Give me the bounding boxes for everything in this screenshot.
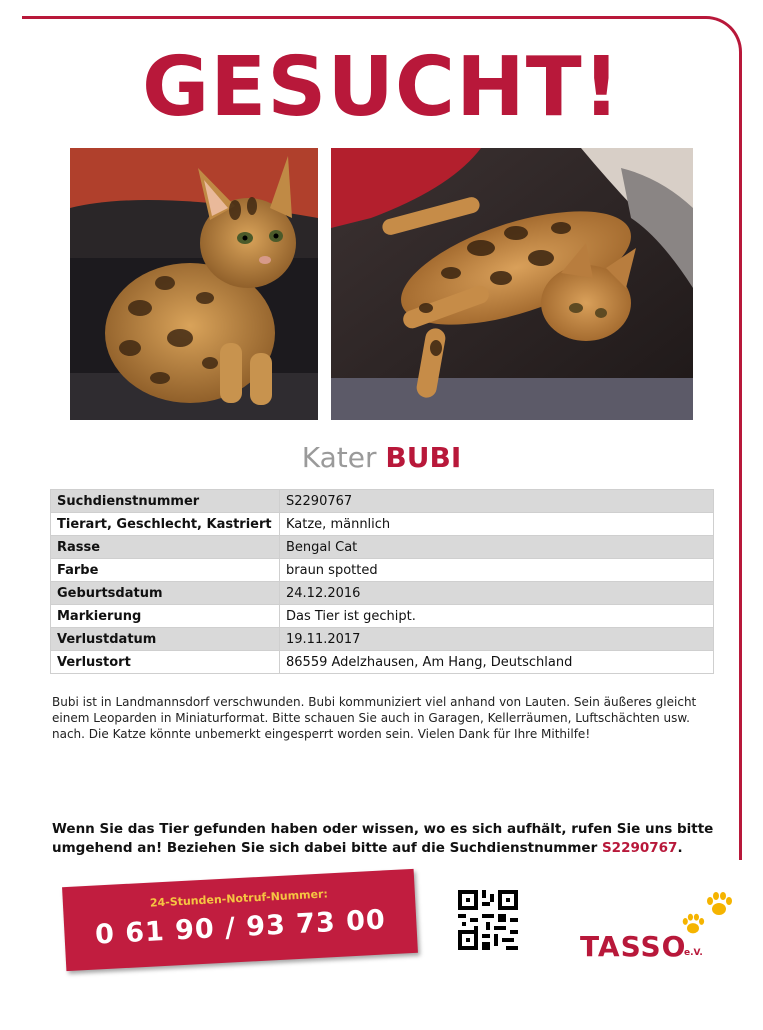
detail-value: Katze, männlich <box>280 513 714 536</box>
detail-label: Rasse <box>51 536 280 559</box>
detail-label: Verlustdatum <box>51 628 280 651</box>
cta-text: Wenn Sie das Tier gefunden haben oder wissen, wo es sich aufhält, rufen Sie uns bitte umgehend an! Beziehen Sie sich dabei bitte auf die Suchdienstnummer <box>52 821 714 856</box>
table-row <box>51 559 714 582</box>
detail-label: Farbe <box>51 559 280 582</box>
detail-label: Suchdienstnummer <box>51 490 280 513</box>
table-row <box>51 513 714 536</box>
detail-value: 86559 Adelzhausen, Am Hang, Deutschland <box>280 651 714 674</box>
poster-title: GESUCHT! <box>141 40 622 135</box>
hotline-label: 24-Stunden-Notruf-Nummer: <box>149 887 329 910</box>
logo-suffix: e.V. <box>684 948 703 958</box>
tasso-logo <box>580 890 730 970</box>
qr-code-icon[interactable] <box>458 890 518 950</box>
detail-value: 24.12.2016 <box>280 582 714 605</box>
detail-label: Tierart, Geschlecht, Kastriert <box>51 513 280 536</box>
table-row <box>51 582 714 605</box>
table-row <box>51 490 714 513</box>
detail-value: Bengal Cat <box>280 536 714 559</box>
cta-end: . <box>677 840 683 856</box>
detail-label: Geburtsdatum <box>51 582 280 605</box>
table-row <box>51 605 714 628</box>
table-row <box>51 628 714 651</box>
detail-label: Verlustort <box>51 651 280 674</box>
cta-search-number: S2290767 <box>601 840 678 856</box>
logo-name: TASSO <box>580 930 687 963</box>
detail-value: Das Tier ist gechipt. <box>280 605 714 628</box>
detail-label: Markierung <box>51 605 280 628</box>
call-to-action <box>52 820 732 858</box>
cat-name: BUBI <box>385 441 462 474</box>
detail-value: 19.11.2017 <box>280 628 714 651</box>
table-row <box>51 651 714 674</box>
cat-name-heading <box>0 438 763 478</box>
cat-photo-sitting <box>70 148 318 420</box>
detail-value: S2290767 <box>280 490 714 513</box>
hotline-phone[interactable]: 0 61 90 / 93 73 00 <box>94 904 387 951</box>
paw-print-icon <box>704 890 734 918</box>
description-text: Bubi ist in Landmannsdorf verschwunden. Bubi kommuniziert viel anhand von Lauten. Sein äußeres gleicht einem Leoparden in Miniaturformat. Bitte schauen Sie auch in Garagen, Kellerräumen, Luftschächten usw. nach. Die Katze könnte unbemerkt eingesperrt worden sein. Vielen Dank für Ihre Mithilfe! <box>52 695 697 741</box>
name-prefix: Kater <box>301 441 377 474</box>
table-row <box>51 536 714 559</box>
detail-value: braun spotted <box>280 559 714 582</box>
details-table <box>50 489 714 674</box>
cat-photo-lying <box>331 148 693 420</box>
